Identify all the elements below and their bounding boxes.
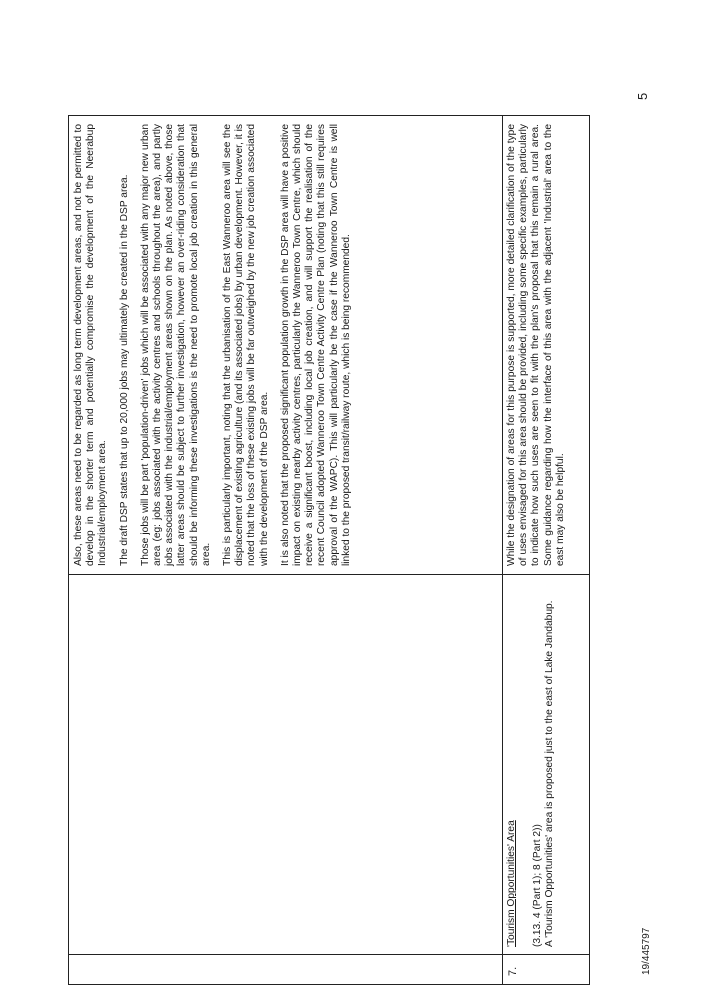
- comment-paragraph: Also, these areas need to be regarded as long term development areas, and not be permitted to develop in the shorter term and potentially compromise the development of the Neerabup Industrial/employment area.: [73, 124, 109, 566]
- issue-cell: [506, 585, 563, 947]
- issue-description: A 'Tourism Opportunities' area is proposed just to the east of Lake Jandabup.: [544, 600, 556, 947]
- page-number: 5: [635, 92, 650, 100]
- comment-paragraph: While the designation of areas for this purpose is supported, more detailed clarification of the type of uses envisaged for this area should be provided, including some specific examples, particularly to indicate how such uses are seen to fit with the plan's proposal that this remain a rural area. Some guidance regarding how the interface of this area with the adjacent 'Industrial' area to the east may also be helpful.: [506, 124, 566, 566]
- comment-paragraph: It is also noted that the proposed significant population growth in the DSP area will have a positive impact on existing nearby activity centres, particularly the Wanneroo Town Centre, which should receive a significant boost, including local job creation, and will support the realisation of the recent Council adopted Wanneroo Town Centre Activity Centre Plan (noting that this still requires approval of the WAPC). This will particularly be the case if the Wanneroo Town Centre is well linked to the proposed transit/railway route, which is being recommended.: [279, 124, 352, 566]
- comment-paragraph: This is particularly important, noting that the urbanisation of the East Wanneroo area will see the displacement of existing agriculture (and its associated jobs) by urban development. However, it is noted that the loss of these existing jobs will be far outweighed by the new job creation associated with the development of the DSP area.: [222, 124, 270, 566]
- continued-comment-cell: [73, 124, 362, 566]
- column-divider: [69, 574, 589, 575]
- column-divider: [69, 954, 589, 955]
- issue-title: 'Tourism Opportunities' Area: [506, 820, 517, 947]
- row-number: 7.: [507, 966, 519, 976]
- document-reference: 19/445797: [641, 927, 652, 975]
- issue-comment-cell: [506, 124, 576, 566]
- comments-table: [68, 115, 590, 985]
- issue-reference: (3.13. 4 (Part 1); 8 (Part 2)): [532, 824, 544, 947]
- row-divider: [502, 116, 503, 984]
- comment-paragraph: Those jobs will be part 'population-driven' jobs which will be associated with any major new urban area (eg: jobs associated with the activity centres and schools throughout the area), and partly jobs associated with the industrial/employment areas shown on the plan. As noted above, those latter areas should be subject to further investigation, however an over-riding consideration that should be informing these investigations is the need to promote local job creation in this general area.: [139, 124, 212, 566]
- comment-paragraph: The draft DSP states that up to 20,000 jobs may ultimately be created in the DSP area.: [118, 174, 130, 566]
